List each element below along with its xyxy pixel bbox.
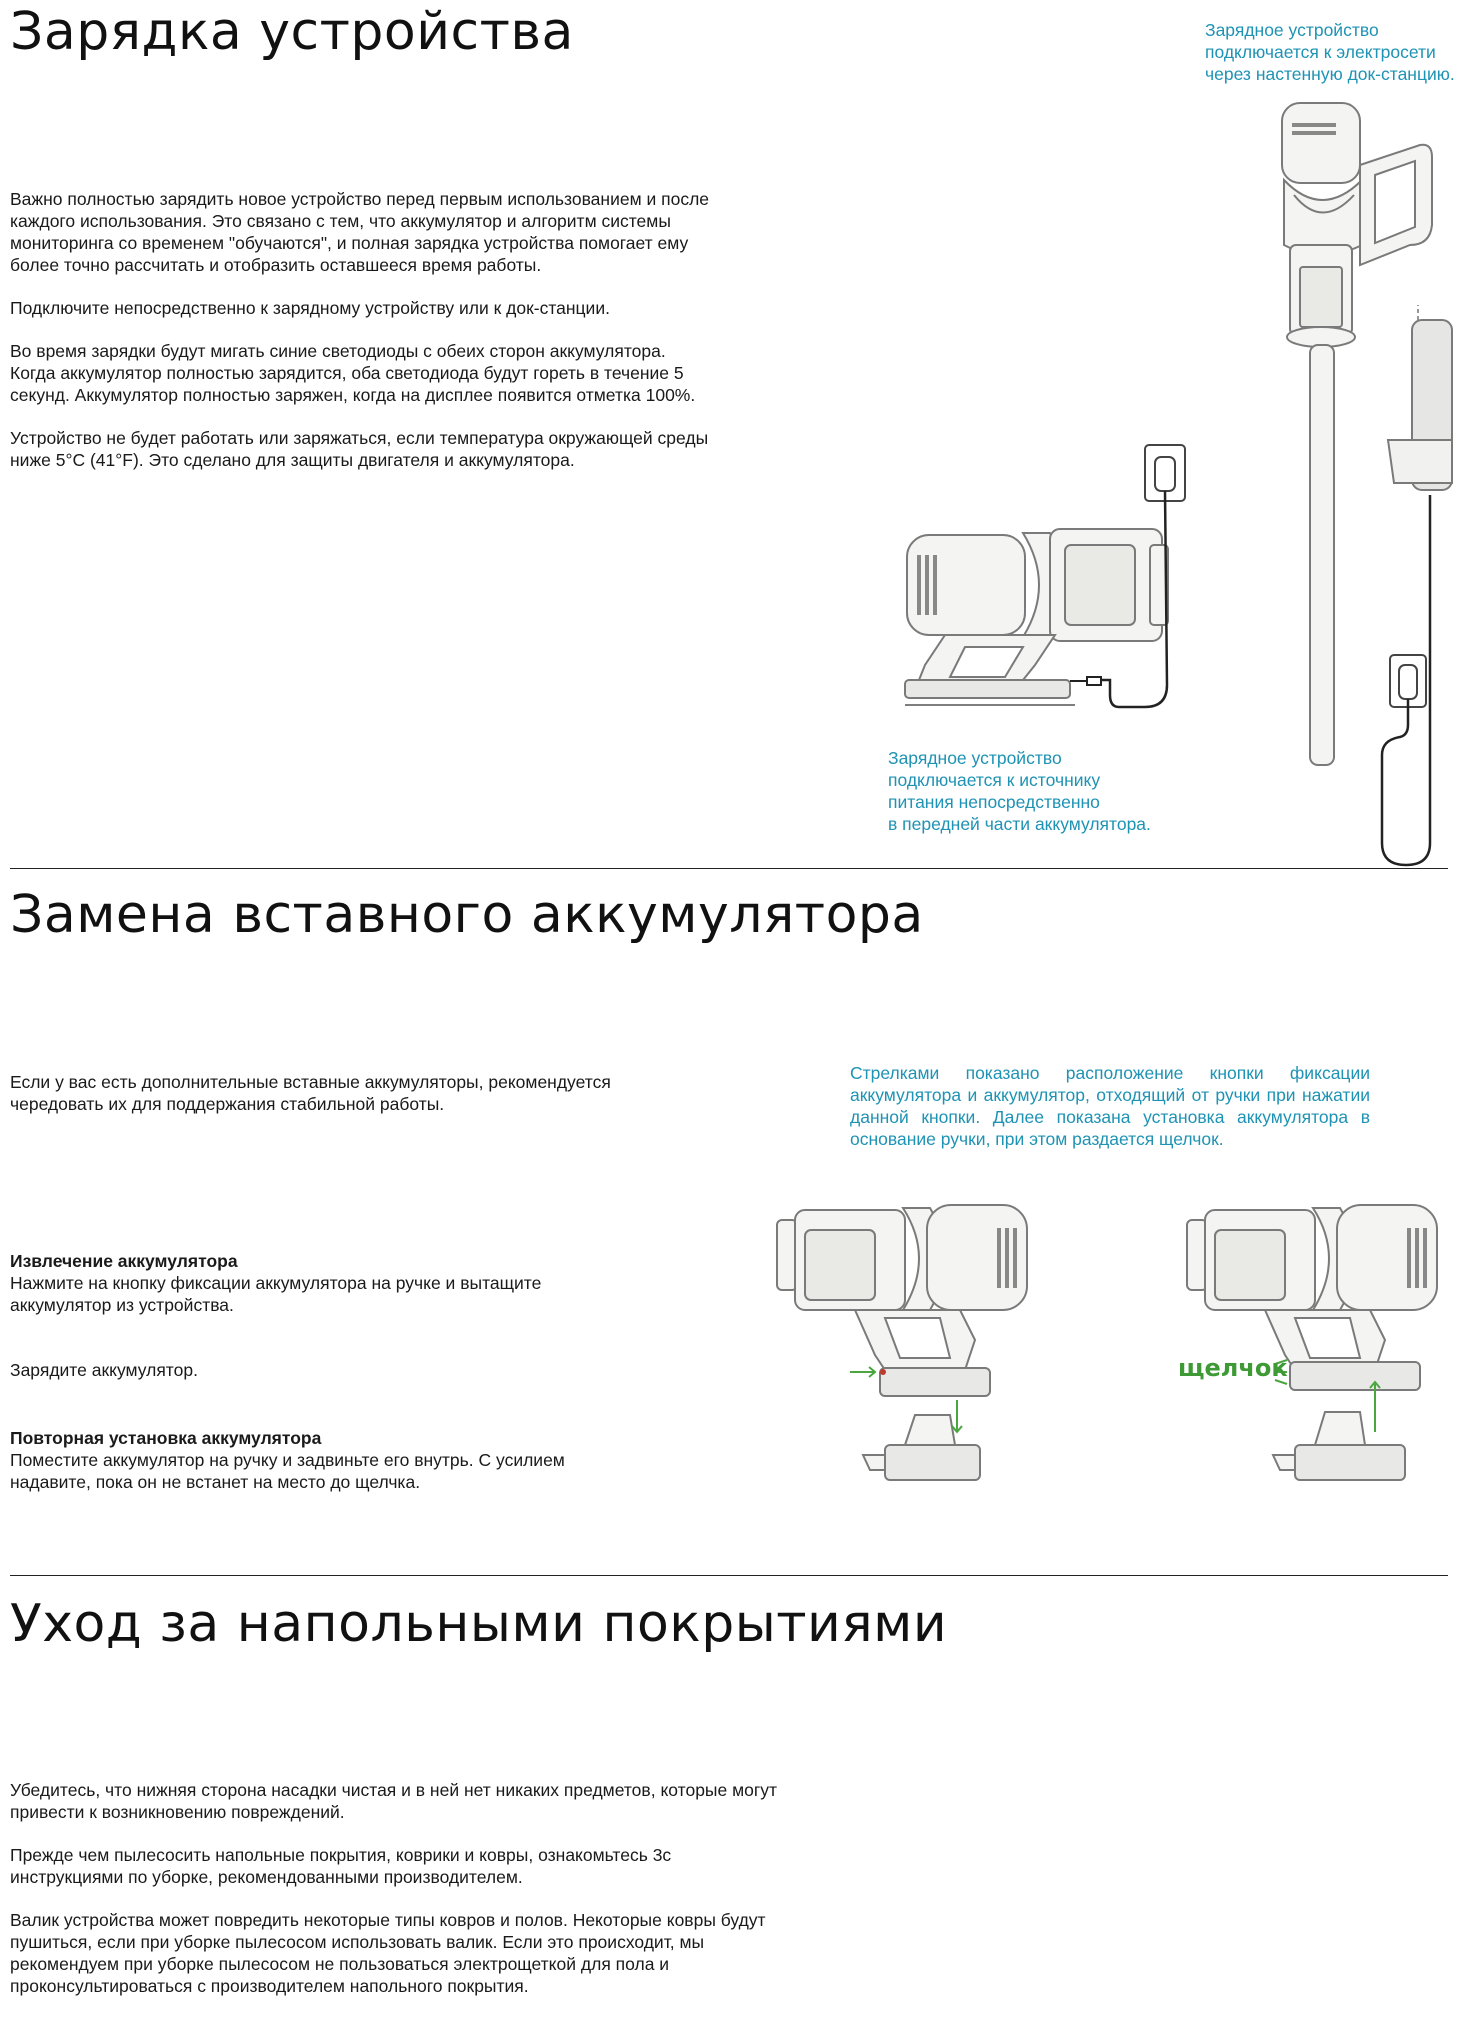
charging-paragraph: Устройство не будет работать или заряжаться, если температура окружающей среды ниже 5°C (41°F). Это сделано для защиты двигателя и аккумулятора. bbox=[10, 428, 709, 470]
section-divider bbox=[10, 1575, 1448, 1576]
charging-text-block bbox=[10, 188, 710, 492]
reinstall-battery-heading: Повторная установка аккумулятора bbox=[10, 1428, 322, 1448]
charging-paragraph: Важно полностью зарядить новое устройство перед первым использованием и после каждого использования. Это связано с тем, что аккумулятор и алгоритм системы мониторинга со временем "обучаются", и полная зарядка устройства помогает ему более точно рассчитать и отобразить оставшееся время работы. bbox=[10, 189, 710, 275]
caption-line: Зарядное устройство bbox=[1205, 20, 1379, 40]
charge-battery-text: Зарядите аккумулятор. bbox=[10, 1360, 198, 1380]
section-title-floor-care: Уход за напольными покрытиями bbox=[10, 1594, 948, 1654]
caption-line: питания непосредственно bbox=[888, 792, 1100, 812]
battery-caption: Стрелками показано расположение кнопки фиксации аккумулятора и аккумулятор, отходящий от ручки при нажатии данной кнопки. Далее показана установка аккумулятора в основание ручки, при этом раздается щелчок. bbox=[850, 1063, 1370, 1149]
caption-direct-charging bbox=[888, 747, 1208, 835]
charging-paragraph: Подключите непосредственно к зарядному устройству или к док-станции. bbox=[10, 298, 610, 318]
battery-intro: Если у вас есть дополнительные вставные аккумуляторы, рекомендуется чередовать их для поддержания стабильной работы. bbox=[10, 1072, 611, 1114]
charging-paragraph: Во время зарядки будут мигать синие светодиоды с обеих сторон аккумулятора. Когда аккумулятор полностью зарядится, оба светодиода будут гореть в течение 5 секунд. Аккумулятор полностью заряжен, когда на дисплее появится отметка 100%. bbox=[10, 341, 696, 405]
remove-battery-text: Нажмите на кнопку фиксации аккумулятора на ручке и вытащите аккумулятор из устройства. bbox=[10, 1273, 542, 1315]
floor-care-paragraph: Прежде чем пылесосить напольные покрытия, коврики и ковры, ознакомьтесь 3с инструкциями по уборке, рекомендованными производителем. bbox=[10, 1845, 672, 1887]
section-title-battery: Замена вставного аккумулятора bbox=[10, 885, 924, 945]
handheld-vacuum-charger-illustration bbox=[905, 455, 1205, 715]
caption-line: в передней части аккумулятора. bbox=[888, 814, 1151, 834]
click-label: щелчок bbox=[1178, 1354, 1288, 1382]
caption-line: через настенную док-станцию. bbox=[1205, 64, 1455, 84]
floor-care-paragraph: Убедитесь, что нижняя сторона насадки чистая и в ней нет никаких предметов, которые могут привести к возникновению повреждений. bbox=[10, 1780, 778, 1822]
section-divider bbox=[10, 868, 1448, 869]
section-title-charging: Зарядка устройства bbox=[10, 2, 574, 62]
floor-care-text-block bbox=[10, 1779, 780, 2018]
floor-care-paragraph: Валик устройства может повредить некоторые типы ковров и полов. Некоторые ковры будут пушиться, если при уборке пылесосом использовать валик. Если это происходит, мы рекомендуем при уборке пылесосом не пользоваться электрощеткой для пола и проконсультироваться с производителем напольного покрытия. bbox=[10, 1910, 766, 1996]
caption-dock-charging bbox=[1205, 19, 1475, 85]
caption-line: подключается к источнику bbox=[888, 770, 1101, 790]
caption-line: Зарядное устройство bbox=[888, 748, 1062, 768]
battery-install-illustration bbox=[1185, 1200, 1455, 1500]
remove-battery-heading: Извлечение аккумулятора bbox=[10, 1251, 238, 1271]
vacuum-stick-dock-illustration bbox=[1270, 95, 1470, 775]
caption-line: подключается к электросети bbox=[1205, 42, 1436, 62]
battery-removal-illustration bbox=[775, 1200, 1035, 1500]
reinstall-battery-text: Поместите аккумулятор на ручку и задвиньте его внутрь. С усилием надавите, пока он не встанет на место до щелчка. bbox=[10, 1450, 565, 1492]
